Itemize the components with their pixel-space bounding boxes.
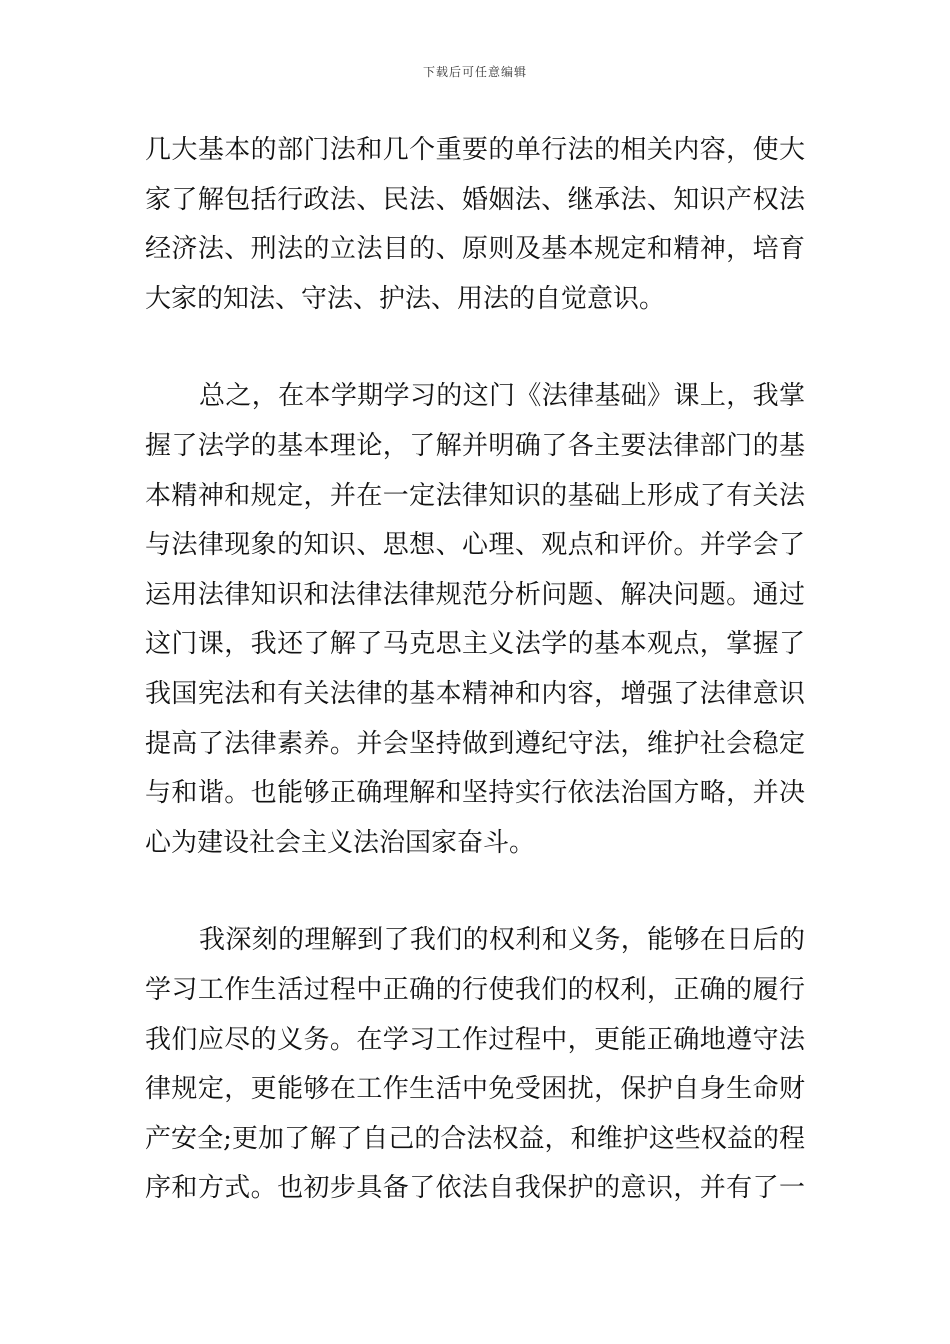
document-body — [145, 126, 805, 1214]
text-line: 学习工作生活过程中正确的行使我们的权利，正确的履行 — [145, 974, 805, 1005]
paragraph-gap — [145, 324, 805, 372]
text-line: 与和谐。也能够正确理解和坚持实行依法治国方略，并决 — [145, 778, 805, 809]
paragraph-3 — [145, 916, 805, 1214]
text-line: 提高了法律素养。并会坚持做到遵纪守法，维护社会稳定 — [145, 728, 805, 759]
text-line: 本精神和规定，并在一定法律知识的基础上形成了有关法 — [145, 480, 805, 511]
text-line: 家了解包括行政法、民法、婚姻法、继承法、知识产权法 — [145, 184, 805, 215]
text-line: 我国宪法和有关法律的基本精神和内容，增强了法律意识 — [145, 678, 805, 709]
text-line: 握了法学的基本理论，了解并明确了各主要法律部门的基 — [145, 430, 805, 461]
paragraph-1 — [145, 126, 805, 324]
text-line: 我深刻的理解到了我们的权利和义务，能够在日后的 — [199, 925, 805, 956]
text-line: 经济法、刑法的立法目的、原则及基本规定和精神，培育 — [145, 234, 805, 265]
text-line: 运用法律知识和法律法律规范分析问题、解决问题。通过 — [145, 579, 805, 610]
text-line: 与法律现象的知识、思想、心理、观点和评价。并学会了 — [145, 530, 805, 561]
text-line: 几大基本的部门法和几个重要的单行法的相关内容，使大 — [145, 135, 805, 165]
paragraph-gap — [145, 868, 805, 916]
text-line: 律规定，更能够在工作生活中免受困扰，保护自身生命财 — [145, 1074, 805, 1105]
text-line: 大家的知法、守法、护法、用法的自觉意识。 — [145, 283, 666, 314]
text-line: 产安全;更加了解了自己的合法权益，和维护这些权益的程 — [145, 1123, 805, 1154]
text-line: 心为建设社会主义法治国家奋斗。 — [145, 827, 536, 858]
text-line: 这门课，我还了解了马克思主义法学的基本观点，掌握了 — [145, 629, 805, 660]
paragraph-2 — [145, 372, 805, 868]
text-line: 总之，在本学期学习的这门《法律基础》课上，我掌 — [199, 381, 805, 412]
page-header: 下载后可任意编辑 — [422, 65, 527, 79]
text-line: 序和方式。也初步具备了依法自我保护的意识，并有了一 — [145, 1173, 805, 1204]
text-line: 我们应尽的义务。在学习工作过程中，更能正确地遵守法 — [145, 1024, 805, 1055]
